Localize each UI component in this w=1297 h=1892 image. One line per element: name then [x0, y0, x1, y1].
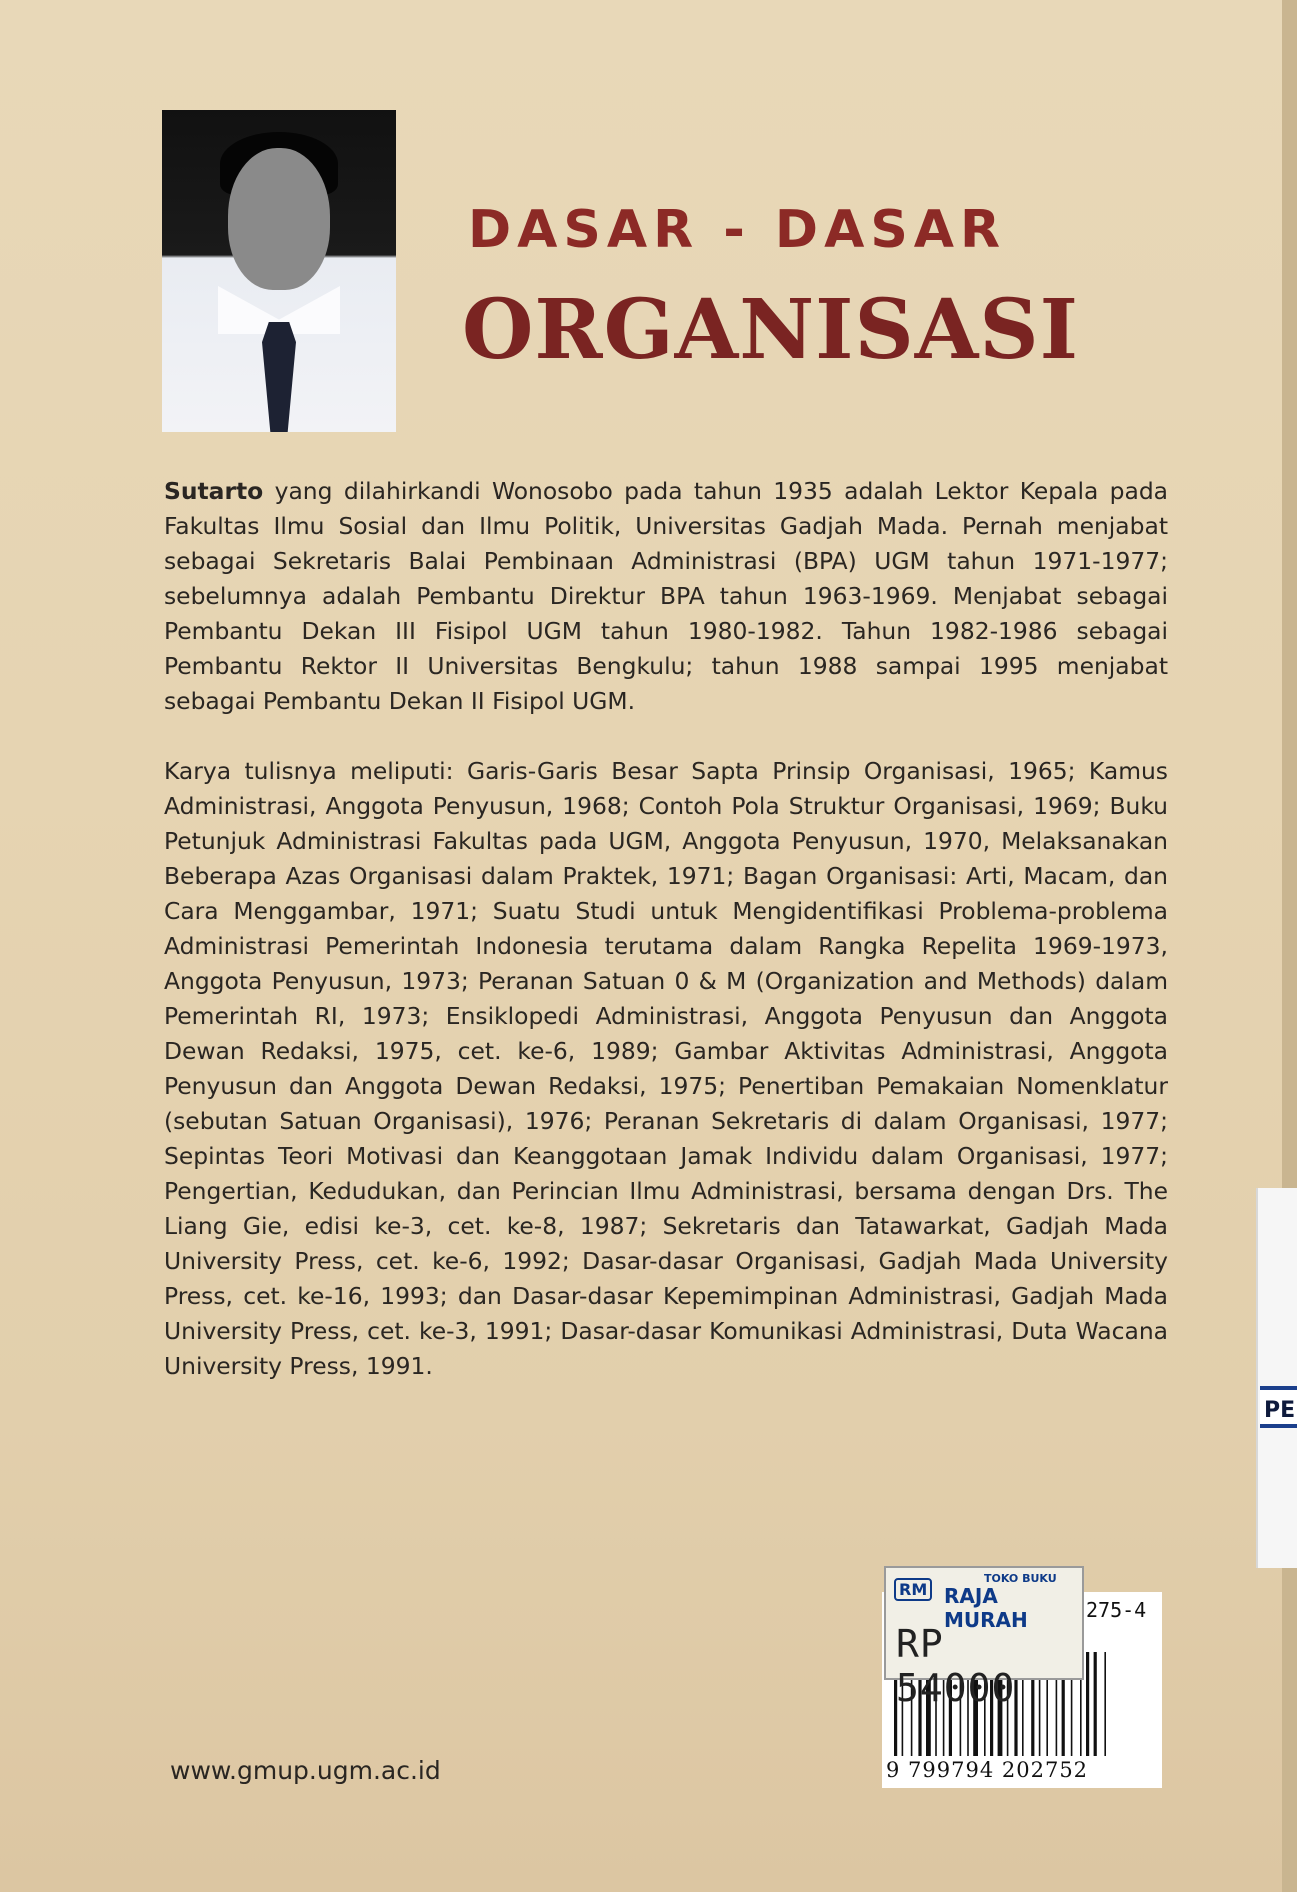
barcode-bar [1094, 1652, 1097, 1756]
biography-text: yang dilahirkandi Wonosobo pada tahun 1935 adalah Lektor Kepala pada Fakultas Ilmu Sosial dan Ilmu Politik, Universitas Gadjah Mada. Pernah menjabat sebagai Sekretaris Balai Pembinaan Administrasi (BPA) UGM tahun 1971-1977; sebelumnya adalah Pembantu Direktur BPA tahun 1963-1969. Menjabat sebagai Pembantu Dekan III Fisipol UGM tahun 1980-1982. Tahun 1982-1986 sebagai Pembantu Rektor II Universitas Bengkulu; tahun 1988 sampai 1995 menjabat sebagai Pembantu Dekan II Fisipol UGM. [164, 477, 1168, 715]
author-name: Sutarto [164, 477, 264, 505]
author-photo [162, 110, 396, 432]
title-line-2: ORGANISASI [462, 282, 1079, 378]
author-works: Karya tulisnya meliputi: Garis-Garis Besar Sapta Prinsip Organisasi, 1965; Kamus Administrasi, Anggota Penyusun, 1968; Contoh Pola Struktur Organisasi, 1969; Buku Petunjuk Administrasi Fakultas pada UGM, Anggota Penyusun, 1970, Melaksanakan Beberapa Azas Organisasi dalam Praktek, 1971; Bagan Organisasi: Arti, Macam, dan Cara Menggambar, 1971; Suatu Studi untuk Mengidentifikasi Problema-problema Administrasi Pemerintah Indonesia terutama dalam Rangka Repelita 1969-1973, Anggota Penyusun, 1973; Peranan Satuan 0 & M (Organization and Methods) dalam Pemerintah RI, 1973; Ensiklopedi Administrasi, Anggota Penyusun dan Anggota Dewan Redaksi, 1975, cet. ke-6, 1989; Gambar Aktivitas Administrasi, Anggota Penyusun dan Anggota Dewan Redaksi, 1975; Penertiban Pemakaian Nomenklatur (sebutan Satuan Organisasi), 1976; Peranan Sekretaris di dalam Organisasi, 1977; Sepintas Teori Motivasi dan Keanggotaan Jamak Individu dalam Organisasi, 1977; Pengertian, Kedudukan, dan Perincian Ilmu Administrasi, bersama dengan Drs. The Liang Gie, edisi ke-3, cet. ke-8, 1987; Sekretaris dan Tatawarkat, Gadjah Mada University Press, cet. ke-6, 1992; Dasar-dasar Organisasi, Gadjah Mada University Press, cet. ke-16, 1993; dan Dasar-dasar Kepemimpinan Administrasi, Gadjah Mada University Press, cet. ke-3, 1991; Dasar-dasar Komunikasi Administrasi, Duta Wacana University Press, 1991. [164, 757, 1168, 1380]
barcode-bar [1104, 1652, 1106, 1756]
author-biography [164, 474, 1168, 719]
barcode-bar [1086, 1652, 1089, 1756]
isbn-number: 9 799794 202752 [886, 1758, 1089, 1782]
price-sticker [884, 1566, 1084, 1710]
library-label: PE [1260, 1386, 1297, 1428]
shop-label: TOKO BUKU [984, 1572, 1057, 1585]
author-photo-face [228, 148, 330, 290]
cover-edge [1282, 0, 1297, 1892]
title-line-1: DASAR - DASAR [468, 200, 1007, 260]
shop-name: RAJA MURAH [944, 1584, 1028, 1632]
library-label-strip [1256, 1188, 1297, 1568]
author-photo-tie [262, 322, 296, 432]
isbn-fragment: 275-4 [1086, 1598, 1147, 1622]
publisher-website: www.gmup.ugm.ac.id [170, 1756, 441, 1785]
price-value: RP 54000 [896, 1622, 1016, 1710]
shop-logo: RM [894, 1578, 932, 1601]
